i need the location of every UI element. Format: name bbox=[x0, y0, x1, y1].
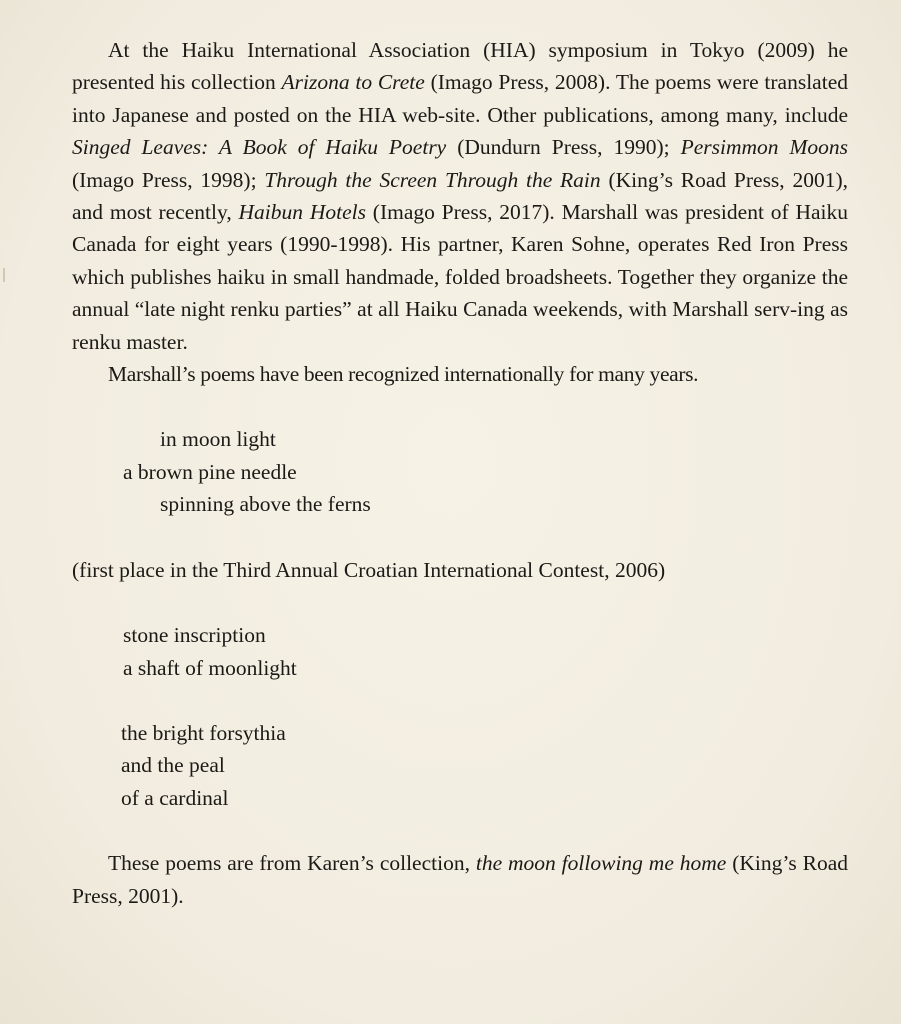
poem-line: in moon light bbox=[160, 427, 276, 452]
spacer bbox=[72, 586, 848, 619]
book-title-haibun-hotels: Haibun Hotels bbox=[238, 200, 366, 225]
paragraph1-text-5: (King’s Road Press, 2001), and most recently, bbox=[72, 167, 848, 225]
paragraph3-text-2: (King’s Road Press, 2001). bbox=[72, 851, 849, 908]
book-title-persimmon-moons: Persimmon Moons bbox=[680, 135, 848, 160]
paragraph3-text-1: These poems are from Karen’s collection, bbox=[108, 851, 476, 876]
poem-line: stone inscription bbox=[123, 623, 266, 648]
poem-line: of a cardinal bbox=[121, 785, 229, 810]
spacer bbox=[72, 684, 848, 717]
award-caption: (first place in the Third Annual Croatian International Contest, 2006) bbox=[72, 557, 666, 582]
paragraph1-text-6: (Imago Press, 2017). Marshall was president of Haiku Canada for eight years (1990-1998). His partner, Karen Sohne, operates Red Iron Press which publishes haiku in small handmade, folded broadsheets. Together they organize the annual “late night renku parties” at all Haiku Canada weekends, with Marshall serv-ing as renku master. bbox=[72, 200, 848, 354]
book-title-arizona-to-crete: Arizona to Crete bbox=[281, 70, 425, 95]
book-title-through-the-screen: Through the Screen Through the Rain bbox=[264, 167, 601, 192]
spacer bbox=[72, 390, 848, 423]
book-title-the-moon-following-me-home: the moon following me home bbox=[475, 851, 727, 876]
poem-line: and the peal bbox=[121, 753, 225, 778]
page-text bbox=[72, 34, 848, 912]
paragraph-karens-collection bbox=[72, 847, 848, 912]
poem-line: spinning above the ferns bbox=[160, 492, 371, 517]
poem-line: a shaft of moonlight bbox=[123, 655, 297, 680]
spacer bbox=[72, 521, 848, 554]
haiku-moon-light bbox=[72, 423, 848, 520]
paragraph1-text-1: At the Haiku International Association (HIA) symposium in Tokyo (2009) he presented his collection bbox=[72, 38, 848, 95]
poem-line: a brown pine needle bbox=[123, 459, 297, 484]
haiku-stone-inscription bbox=[72, 619, 848, 684]
paragraph-hia-symposium bbox=[72, 34, 848, 358]
book-title-singed-leaves: Singed Leaves: A Book of Haiku Poetry bbox=[72, 135, 447, 160]
paragraph1-text-3: (Dundurn Press, 1990); bbox=[446, 135, 681, 160]
page-edge-mark bbox=[3, 268, 5, 282]
spacer bbox=[72, 814, 848, 847]
poem-line: the bright forsythia bbox=[121, 720, 286, 745]
paragraph-recognized: Marshall’s poems have been recognized internationally for many years. bbox=[108, 362, 699, 387]
haiku-bright-forsythia bbox=[72, 717, 848, 814]
paragraph1-text-2: (Imago Press, 2008). The poems were translated into Japanese and posted on the HIA web-site. Other publications, among many, include bbox=[72, 70, 848, 127]
paragraph1-text-4: (Imago Press, 1998); bbox=[72, 167, 265, 192]
